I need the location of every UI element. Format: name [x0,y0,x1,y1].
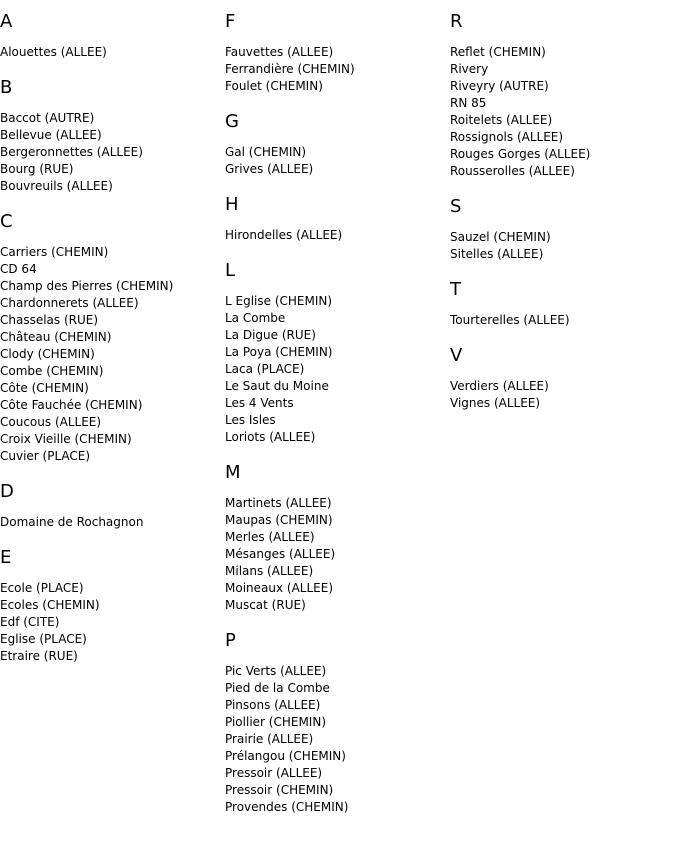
section-letter-heading: M [225,462,241,483]
section-letter-heading: D [0,481,14,502]
street-item: Clody (CHEMIN) [0,347,95,361]
street-item: Alouettes (ALLEE) [0,45,107,59]
street-item: Etraire (RUE) [0,649,78,663]
street-item: Rossignols (ALLEE) [450,130,564,144]
street-item: RN 85 [450,96,487,110]
street-item: Sauzel (CHEMIN) [450,230,551,244]
letter-section [225,629,450,816]
section-letter-heading: F [225,11,236,32]
street-item: CD 64 [0,262,37,276]
letter-section [0,546,225,665]
street-item: Maupas (CHEMIN) [225,513,333,527]
street-item: Rivery [450,62,489,76]
street-item: La Digue (RUE) [225,328,316,342]
section-letter-heading: L [225,260,236,281]
street-item: Gal (CHEMIN) [225,145,307,159]
street-item: Piollier (CHEMIN) [225,715,326,729]
street-item: Combe (CHEMIN) [0,364,104,378]
street-item: Milans (ALLEE) [225,564,314,578]
street-item: Ecoles (CHEMIN) [0,598,100,612]
letter-section [0,76,225,195]
street-item: Bouvreuils (ALLEE) [0,179,113,193]
letter-section [450,195,675,263]
street-item: Muscat (RUE) [225,598,306,612]
street-item: Foulet (CHEMIN) [225,79,323,93]
street-item: Laca (PLACE) [225,362,305,376]
street-item: Baccot (AUTRE) [0,111,95,125]
street-item: Sitelles (ALLEE) [450,247,544,261]
street-item: Côte Fauchée (CHEMIN) [0,398,143,412]
street-item: Pied de la Combe [225,681,330,695]
section-letter-heading: C [0,211,13,232]
section-letter-heading: P [225,630,236,651]
street-item: Ferrandière (CHEMIN) [225,62,355,76]
street-item: Grives (ALLEE) [225,162,314,176]
street-item: Pressoir (CHEMIN) [225,783,334,797]
street-item: Moineaux (ALLEE) [225,581,333,595]
letter-section [450,278,675,329]
street-item: Loriots (ALLEE) [225,430,316,444]
column-2 [225,10,450,831]
section-letter-heading: S [450,196,462,217]
section-letter-heading: R [450,11,463,32]
street-item: Provendes (CHEMIN) [225,800,349,814]
street-item: Cuvier (PLACE) [0,449,91,463]
street-item: Le Saut du Moine [225,379,329,393]
street-item: L Eglise (CHEMIN) [225,294,333,308]
section-letter-heading: E [0,547,12,568]
street-item: Fauvettes (ALLEE) [225,45,334,59]
street-item: Rouges Gorges (ALLEE) [450,147,591,161]
section-letter-heading: B [0,77,13,98]
street-item: Bellevue (ALLEE) [0,128,102,142]
letter-section [225,110,450,178]
street-item: Mésanges (ALLEE) [225,547,336,561]
letter-section [225,259,450,446]
street-item: Château (CHEMIN) [0,330,112,344]
street-item: Pinsons (ALLEE) [225,698,321,712]
column-3 [450,10,675,427]
street-item: Verdiers (ALLEE) [450,379,549,393]
street-item: La Poya (CHEMIN) [225,345,333,359]
street-item: Vignes (ALLEE) [450,396,541,410]
street-item: Pressoir (ALLEE) [225,766,323,780]
column-1 [0,10,225,680]
letter-section [0,210,225,465]
letter-section [0,10,225,61]
street-item: Ecole (PLACE) [0,581,84,595]
street-item: Les Isles [225,413,276,427]
letter-section [0,480,225,531]
letter-section [450,10,675,180]
street-item: Prélangou (CHEMIN) [225,749,346,763]
street-item: Hirondelles (ALLEE) [225,228,343,242]
street-item: Martinets (ALLEE) [225,496,332,510]
letter-section [225,10,450,95]
street-item: Bergeronnettes (ALLEE) [0,145,143,159]
street-item: Croix Vieille (CHEMIN) [0,432,132,446]
street-item: Pic Verts (ALLEE) [225,664,327,678]
street-item: Les 4 Vents [225,396,294,410]
street-item: Coucous (ALLEE) [0,415,102,429]
section-letter-heading: V [450,345,463,366]
street-item: Bourg (RUE) [0,162,74,176]
letter-section [225,461,450,614]
section-letter-heading: A [0,11,13,32]
street-item: Edf (CITE) [0,615,60,629]
section-letter-heading: H [225,194,239,215]
street-item: Champ des Pierres (CHEMIN) [0,279,174,293]
street-item: Côte (CHEMIN) [0,381,89,395]
section-letter-heading: T [450,279,461,300]
street-item: Eglise (PLACE) [0,632,87,646]
street-item: Merles (ALLEE) [225,530,315,544]
section-letter-heading: G [225,111,239,132]
street-item: Domaine de Rochagnon [0,515,144,529]
street-item: Prairie (ALLEE) [225,732,314,746]
street-item: Tourterelles (ALLEE) [450,313,570,327]
street-item: Rousserolles (ALLEE) [450,164,575,178]
street-item: Chasselas (RUE) [0,313,99,327]
letter-section [225,193,450,244]
street-item: Riveyry (AUTRE) [450,79,549,93]
street-item: Roitelets (ALLEE) [450,113,553,127]
letter-section [450,344,675,412]
street-item: Carriers (CHEMIN) [0,245,109,259]
street-item: Chardonnerets (ALLEE) [0,296,139,310]
street-item: La Combe [225,311,286,325]
street-item: Reflet (CHEMIN) [450,45,546,59]
